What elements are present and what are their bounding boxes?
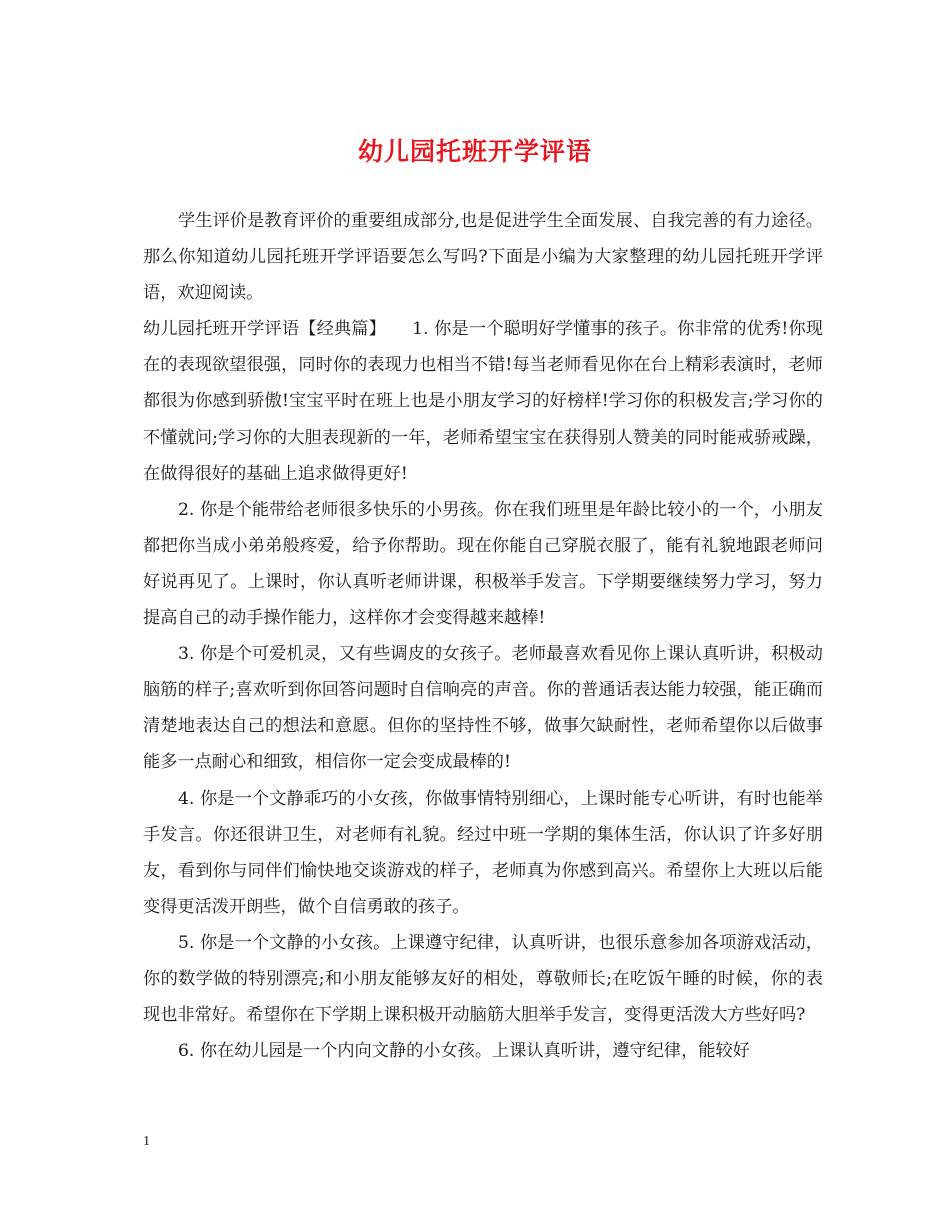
paragraph-intro: 学生评价是教育评价的重要组成部分,也是促进学生全面发展、自我完善的有力途径。那么你知道幼儿园托班开学评语要怎么写吗?下面是小编为大家整理的幼儿园托班开学评语，欢迎阅读。	[143, 211, 823, 304]
paragraph-comment-5: 5. 你是一个文静的小女孩。上课遵守纪律，认真听讲，也很乐意参加各项游戏活动，你的数学做的特别漂亮;和小朋友能够友好的相处，尊敬师长;在吃饭午睡的时候，你的表现也非常好。希望你在下学期上课积极开动脑筋大胆举手发言，变得更活泼大方些好吗?	[143, 932, 823, 1026]
paragraph-classic-1: 幼儿园托班开学评语【经典篇】 1. 你是一个聪明好学懂事的孩子。你非常的优秀!你现在的表现欲望很强，同时你的表现力也相当不错!每当老师看见你在台上精彩表演时，老师都很为你感到骄傲!宝宝平时在班上也是小朋友学习的好榜样!学习你的积极发言;学习你的不懂就问;学习你的大胆表现新的一年，老师希望宝宝在获得别人赞美的同时能戒骄戒躁，在做得很好的基础上追求做得更好!	[143, 319, 823, 484]
document-body	[143, 203, 823, 1069]
paragraph-comment-3: 3. 你是个可爱机灵，又有些调皮的女孩子。老师最喜欢看见你上课认真听讲，积极动脑筋的样子;喜欢听到你回答问题时自信响亮的声音。你的普通话表达能力较强，能正确而清楚地表达自己的想法和意愿。但你的坚持性不够，做事欠缺耐性，老师希望你以后做事能多一点耐心和细致，相信你一定会变成最棒的!	[143, 644, 823, 773]
document-title: 幼儿园托班开学评语	[357, 137, 592, 166]
paragraph-comment-4: 4. 你是一个文静乖巧的小女孩，你做事情特别细心，上课时能专心听讲，有时也能举手发言。你还很讲卫生，对老师有礼貌。经过中班一学期的集体生活，你认识了许多好朋友，看到你与同伴们愉快地交谈游戏的样子，老师真为你感到高兴。希望你上大班以后能变得更活泼开朗些，做个自信勇敢的孩子。	[143, 788, 823, 917]
paragraph-comment-6: 6. 你在幼儿园是一个内向文静的小女孩。上课认真听讲，遵守纪律，能较好	[178, 1041, 750, 1062]
page-number: 1	[143, 1134, 150, 1149]
paragraph-comment-2: 2. 你是个能带给老师很多快乐的小男孩。你在我们班里是年龄比较小的一个，小朋友都把你当成小弟弟般疼爱，给予你帮助。现在你能自己穿脱衣服了，能有礼貌地跟老师问好说再见了。上课时，你认真听老师讲课，积极举手发言。下学期要继续努力学习，努力提高自己的动手操作能力，这样你才会变得越来越棒!	[143, 499, 823, 629]
